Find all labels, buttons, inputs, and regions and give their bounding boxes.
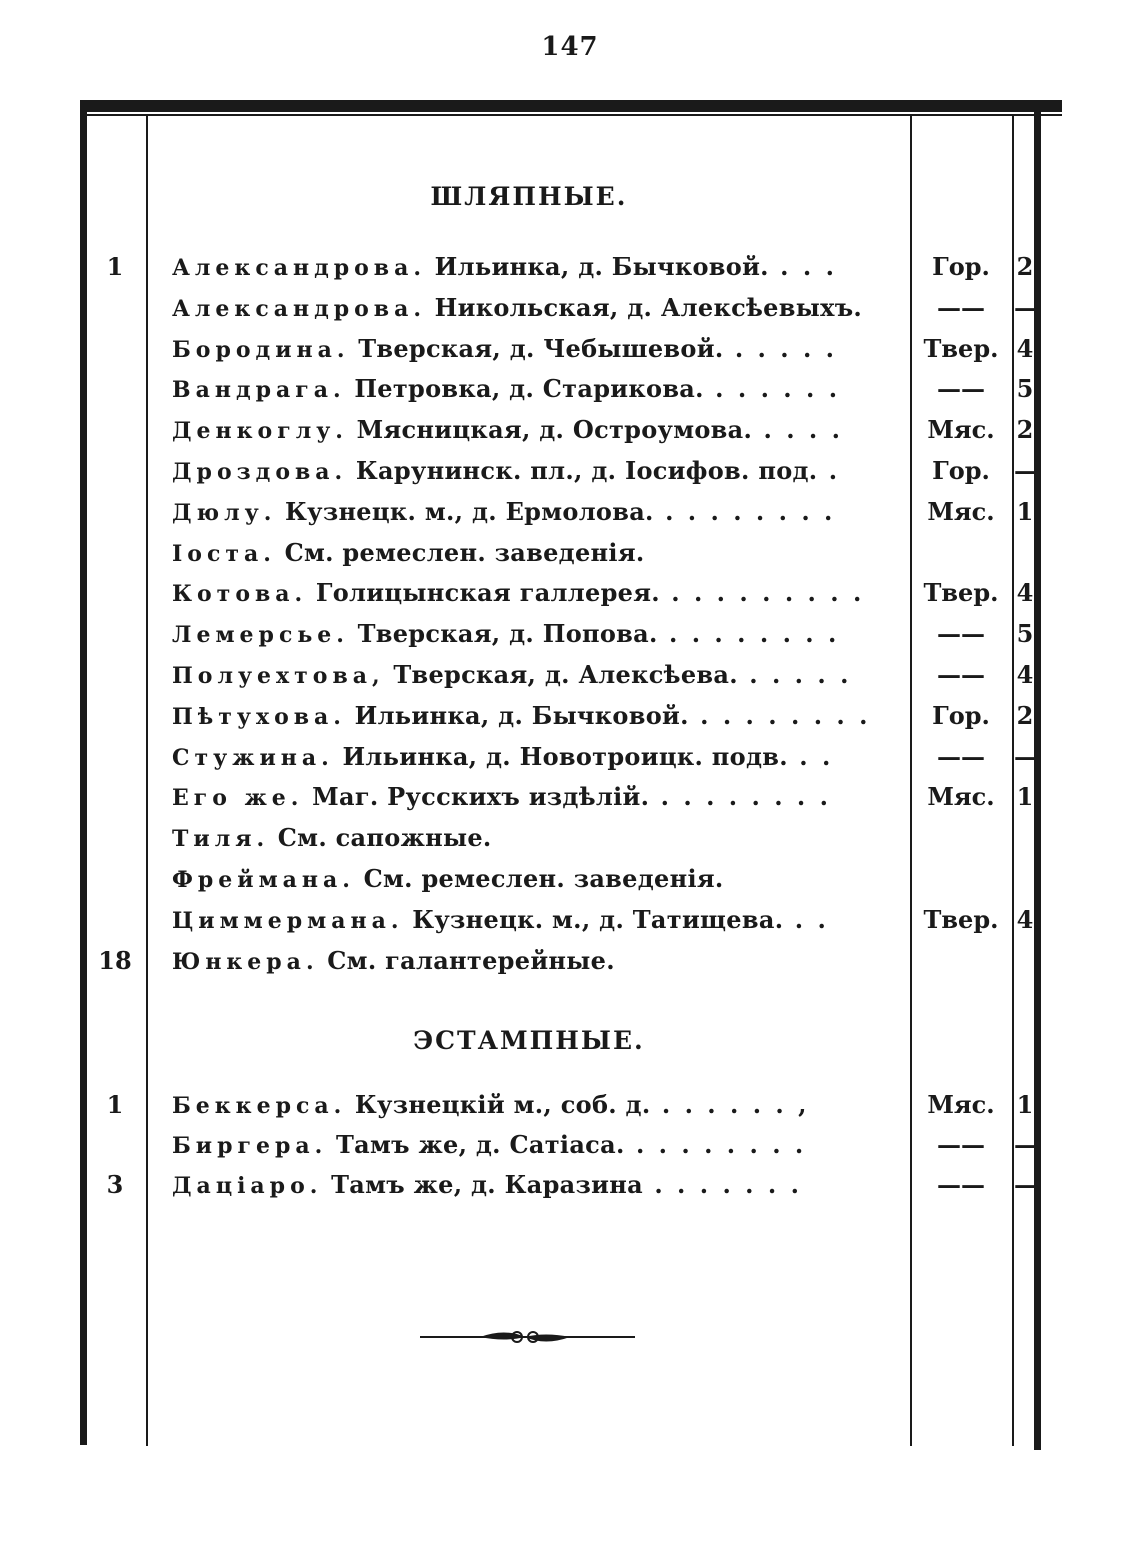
entry-leader-dots: . . . . . . . [642, 1170, 802, 1199]
entry-address: Кузнецкій м., соб. д. [354, 1090, 651, 1119]
entry-row [0, 334, 1140, 374]
entry-leader-dots: . . . . . . [703, 374, 841, 404]
entry-description [172, 334, 898, 363]
entry-quarter: 5 [1016, 619, 1034, 649]
entry-name: Циммермана. [172, 907, 404, 934]
entry-name: Дюлу. [172, 499, 277, 526]
entry-address: Тверская, д. Алексѣева. [393, 660, 738, 689]
entry-name: Бородина. [172, 336, 350, 363]
entry-address: См. сапожные. [277, 823, 492, 853]
entry-row [0, 619, 1140, 659]
entry-leader-dots: . . . . . [737, 660, 852, 689]
entry-district: Твер. [923, 904, 999, 934]
entry-address: Мясницкая, д. Остроумова. [356, 415, 753, 445]
entry-district: —— [937, 1170, 985, 1199]
entry-quarter: 4 [1016, 578, 1034, 608]
entry-quarter: 5 [1016, 374, 1034, 404]
entry-leader-dots: . . . . . . . . [688, 700, 871, 730]
entry-number: 1 [106, 252, 124, 281]
entry-leader-dots: . . . . . . , [650, 1090, 810, 1119]
entry-name: Фреймана. [172, 867, 355, 893]
entry-row [0, 415, 1140, 455]
entry-name: Александрова. [172, 255, 426, 281]
entry-name: Полуехтова, [172, 663, 385, 689]
entry-description [172, 456, 898, 485]
entry-leader-dots: . . . . . [723, 333, 838, 363]
entry-quarter: — [1014, 741, 1038, 771]
entry-row [0, 578, 1140, 618]
entry-district: —— [937, 619, 985, 649]
entry-row [0, 742, 1140, 782]
entry-quarter: 4 [1016, 333, 1034, 363]
entry-quarter: 1 [1016, 782, 1034, 812]
section-title-hats: ШЛЯПНЫЕ. [430, 182, 628, 211]
entry-address: Петровка, д. Старикова. [354, 374, 704, 404]
entry-quarter: 2 [1016, 415, 1034, 445]
entry-leader-dots: . [817, 456, 841, 485]
entry-leader-dots: . . [787, 741, 834, 771]
entry-description [172, 293, 898, 322]
entry-name: Его же. [172, 785, 304, 812]
entry-district: Гор. [932, 252, 990, 281]
entry-name: Дроздова. [172, 459, 348, 485]
entry-description [172, 701, 898, 730]
entry-name: Лемерсье. [172, 622, 349, 649]
entry-district: Гор. [932, 456, 990, 485]
entry-address: Никольская, д. Алексѣевыхъ. [434, 292, 863, 322]
entry-quarter: 2 [1016, 700, 1034, 730]
entry-row [0, 293, 1140, 333]
entry-name: Тиля. [172, 826, 270, 853]
entry-address: Карунинск. пл., д. Іосифов. под. [355, 456, 818, 485]
entry-address: См. галантерейные. [327, 945, 615, 975]
entry-quarter: 1 [1016, 496, 1034, 526]
entry-district: —— [937, 374, 985, 404]
entry-name: Пѣтухова. [172, 703, 346, 730]
entry-district: Мяс. [927, 496, 995, 526]
entry-number: 18 [98, 945, 132, 975]
entry-description [172, 905, 898, 934]
entry-number: 3 [106, 1170, 124, 1199]
entry-description [172, 1170, 898, 1199]
entry-row [0, 905, 1140, 945]
entry-address: Кузнецк. м., д. Ермолова. [285, 496, 654, 526]
entry-row [0, 1170, 1140, 1210]
entry-quarter: — [1014, 1130, 1038, 1159]
page-number: 147 [541, 32, 599, 62]
entry-district: —— [937, 660, 985, 689]
entry-description [172, 864, 898, 893]
entry-name: Котова. [172, 581, 308, 608]
entry-row [0, 782, 1140, 822]
entry-leader-dots: . . . . [752, 415, 843, 445]
entry-district: Мяс. [927, 782, 995, 812]
entry-quarter: 1 [1016, 1090, 1034, 1119]
entry-name: Стужина. [172, 744, 334, 771]
entry-district: Гор. [932, 700, 990, 730]
entry-description [172, 578, 898, 607]
entry-district: Мяс. [927, 1090, 995, 1119]
entry-leader-dots: . . . . . . . . . [659, 578, 865, 608]
entry-row [0, 1130, 1140, 1170]
entry-leader-dots: . . [783, 904, 829, 934]
entry-address: Тамъ же, д. Сатіаса. [335, 1130, 625, 1159]
entry-description [172, 823, 898, 852]
entry-description [172, 782, 898, 811]
entry-description [172, 538, 898, 567]
entry-row [0, 660, 1140, 700]
entry-description [172, 742, 898, 771]
entry-address: См. ремеслен. заведенія. [284, 537, 645, 567]
entry-name: Беккерса. [172, 1093, 347, 1119]
entry-address: Ильинка, д. Новотроицк. подв. [342, 741, 788, 771]
entry-district: —— [937, 292, 985, 322]
entry-quarter: 2 [1016, 252, 1034, 281]
section-title-prints: ЭСТАМПНЫЕ. [413, 1026, 645, 1055]
entry-district: —— [937, 1130, 985, 1159]
entry-description [172, 660, 898, 689]
entry-description [172, 1130, 898, 1159]
entry-number: 1 [106, 1090, 124, 1119]
entry-quarter: — [1014, 292, 1038, 322]
entry-row [0, 946, 1140, 986]
entry-address: Тамъ же, д. Каразина [331, 1170, 643, 1199]
entry-address: Маг. Русскихъ издѣлій. [312, 782, 650, 812]
entry-name: Вандрага. [172, 377, 346, 404]
entry-address: Голицынская галлерея. [315, 578, 660, 608]
entry-district: Твер. [923, 333, 999, 363]
entry-row [0, 701, 1140, 741]
entry-address: Ильинка, д. Бычковой. [434, 252, 769, 281]
entry-description [172, 1090, 898, 1119]
ornament-divider-icon [420, 1326, 635, 1348]
entry-description [172, 619, 898, 648]
entry-row [0, 497, 1140, 537]
entry-name: Александрова. [172, 295, 426, 322]
entry-quarter: — [1014, 1170, 1038, 1199]
top-border-thin [84, 114, 1062, 116]
entry-leader-dots: . . . [768, 252, 837, 281]
entry-name: Даціаро. [172, 1173, 323, 1199]
entry-quarter: 4 [1016, 660, 1034, 689]
entry-row [0, 823, 1140, 863]
entry-description [172, 946, 898, 975]
entry-address: См. ремеслен. заведенія. [363, 864, 724, 893]
entry-address: Кузнецк. м., д. Татищева. [412, 904, 784, 934]
entry-description [172, 374, 898, 403]
entry-district: Твер. [923, 578, 999, 608]
entry-quarter: — [1014, 456, 1038, 485]
entry-address: Тверская, д. Попова. [357, 619, 658, 649]
entry-description [172, 415, 898, 444]
entry-address: Ильинка, д. Бычковой. [354, 700, 689, 730]
entry-row [0, 864, 1140, 904]
top-border [84, 100, 1062, 112]
entry-name: Юнкера. [172, 948, 319, 975]
entry-row [0, 456, 1140, 496]
entry-name: Денкоглу. [172, 418, 348, 445]
entry-district: Мяс. [927, 415, 995, 445]
entry-quarter: 4 [1016, 904, 1034, 934]
entry-description [172, 497, 898, 526]
entry-row [0, 374, 1140, 414]
entry-leader-dots: . . . . . . . . [657, 619, 840, 649]
entry-leader-dots: . . . . . . . . [624, 1130, 807, 1159]
entry-district: —— [937, 741, 985, 771]
entry-row [0, 252, 1140, 292]
entry-leader-dots: . . . . . . . . [653, 496, 836, 526]
entry-row [0, 538, 1140, 578]
entry-row [0, 1090, 1140, 1130]
entry-leader-dots: . . . . . . . . [649, 782, 831, 812]
entry-address: Тверская, д. Чебышевой. [358, 333, 724, 363]
entry-description [172, 252, 898, 281]
entry-name: Биргера. [172, 1133, 328, 1159]
entry-name: Іоста. [172, 540, 276, 567]
